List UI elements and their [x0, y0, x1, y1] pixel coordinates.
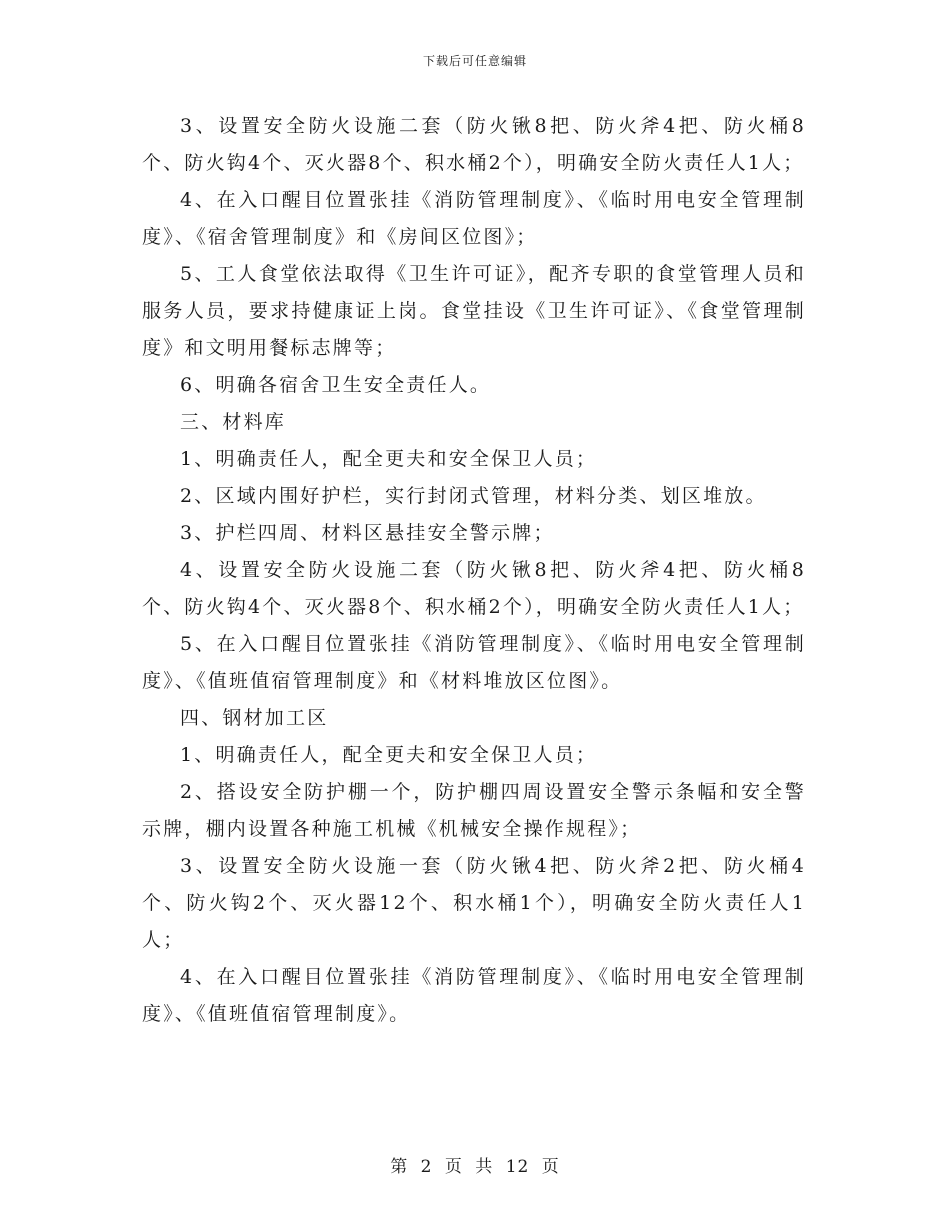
- section-heading: 四、钢材加工区: [180, 707, 329, 729]
- paragraph: 4、设置安全防火设施二套（防火锹8把、防火斧4把、防火桶8个、防火钩4个、灭火器8个、积水桶2个），明确安全防火责任人1人；: [142, 559, 806, 618]
- section-heading: 三、材料库: [180, 411, 287, 433]
- page-number: 第 2 页 共 12 页: [390, 1157, 560, 1177]
- paragraph: 1、明确责任人，配全更夫和安全保卫人员；: [180, 448, 598, 470]
- paragraph: 2、搭设安全防护棚一个，防护棚四周设置安全警示条幅和安全警示牌，棚内设置各种施工机械《机械安全操作规程》；: [142, 781, 806, 840]
- paragraph: 3、护栏四周、材料区悬挂安全警示牌；: [180, 522, 555, 544]
- paragraph: 4、在入口醒目位置张挂《消防管理制度》、《临时用电安全管理制度》、《值班值宿管理制度》。: [142, 966, 806, 1025]
- paragraph: 4、在入口醒目位置张挂《消防管理制度》、《临时用电安全管理制度》、《宿舍管理制度》和《房间区位图》；: [142, 189, 806, 248]
- paragraph: 3、设置安全防火设施二套（防火锹8把、防火斧4把、防火桶8个、防火钩4个、灭火器8个、积水桶2个），明确安全防火责任人1人；: [142, 115, 806, 174]
- page-header: 下载后可任意编辑: [422, 54, 527, 68]
- paragraph: 3、设置安全防火设施一套（防火锹4把、防火斧2把、防火桶4个、防火钩2个、灭火器12个、积水桶1个），明确安全防火责任人1人；: [142, 855, 806, 951]
- paragraph: 1、明确责任人，配全更夫和安全保卫人员；: [180, 744, 598, 766]
- paragraph: 2、区域内围好护栏，实行封闭式管理，材料分类、划区堆放。: [180, 485, 767, 507]
- document-body: [142, 108, 806, 1033]
- paragraph: 5、工人食堂依法取得《卫生许可证》，配齐专职的食堂管理人员和服务人员，要求持健康证上岗。食堂挂设《卫生许可证》、《食堂管理制度》和文明用餐标志牌等；: [142, 263, 806, 359]
- paragraph: 5、在入口醒目位置张挂《消防管理制度》、《临时用电安全管理制度》、《值班值宿管理制度》和《材料堆放区位图》。: [142, 633, 806, 692]
- paragraph: 6、明确各宿舍卫生安全责任人。: [180, 374, 492, 396]
